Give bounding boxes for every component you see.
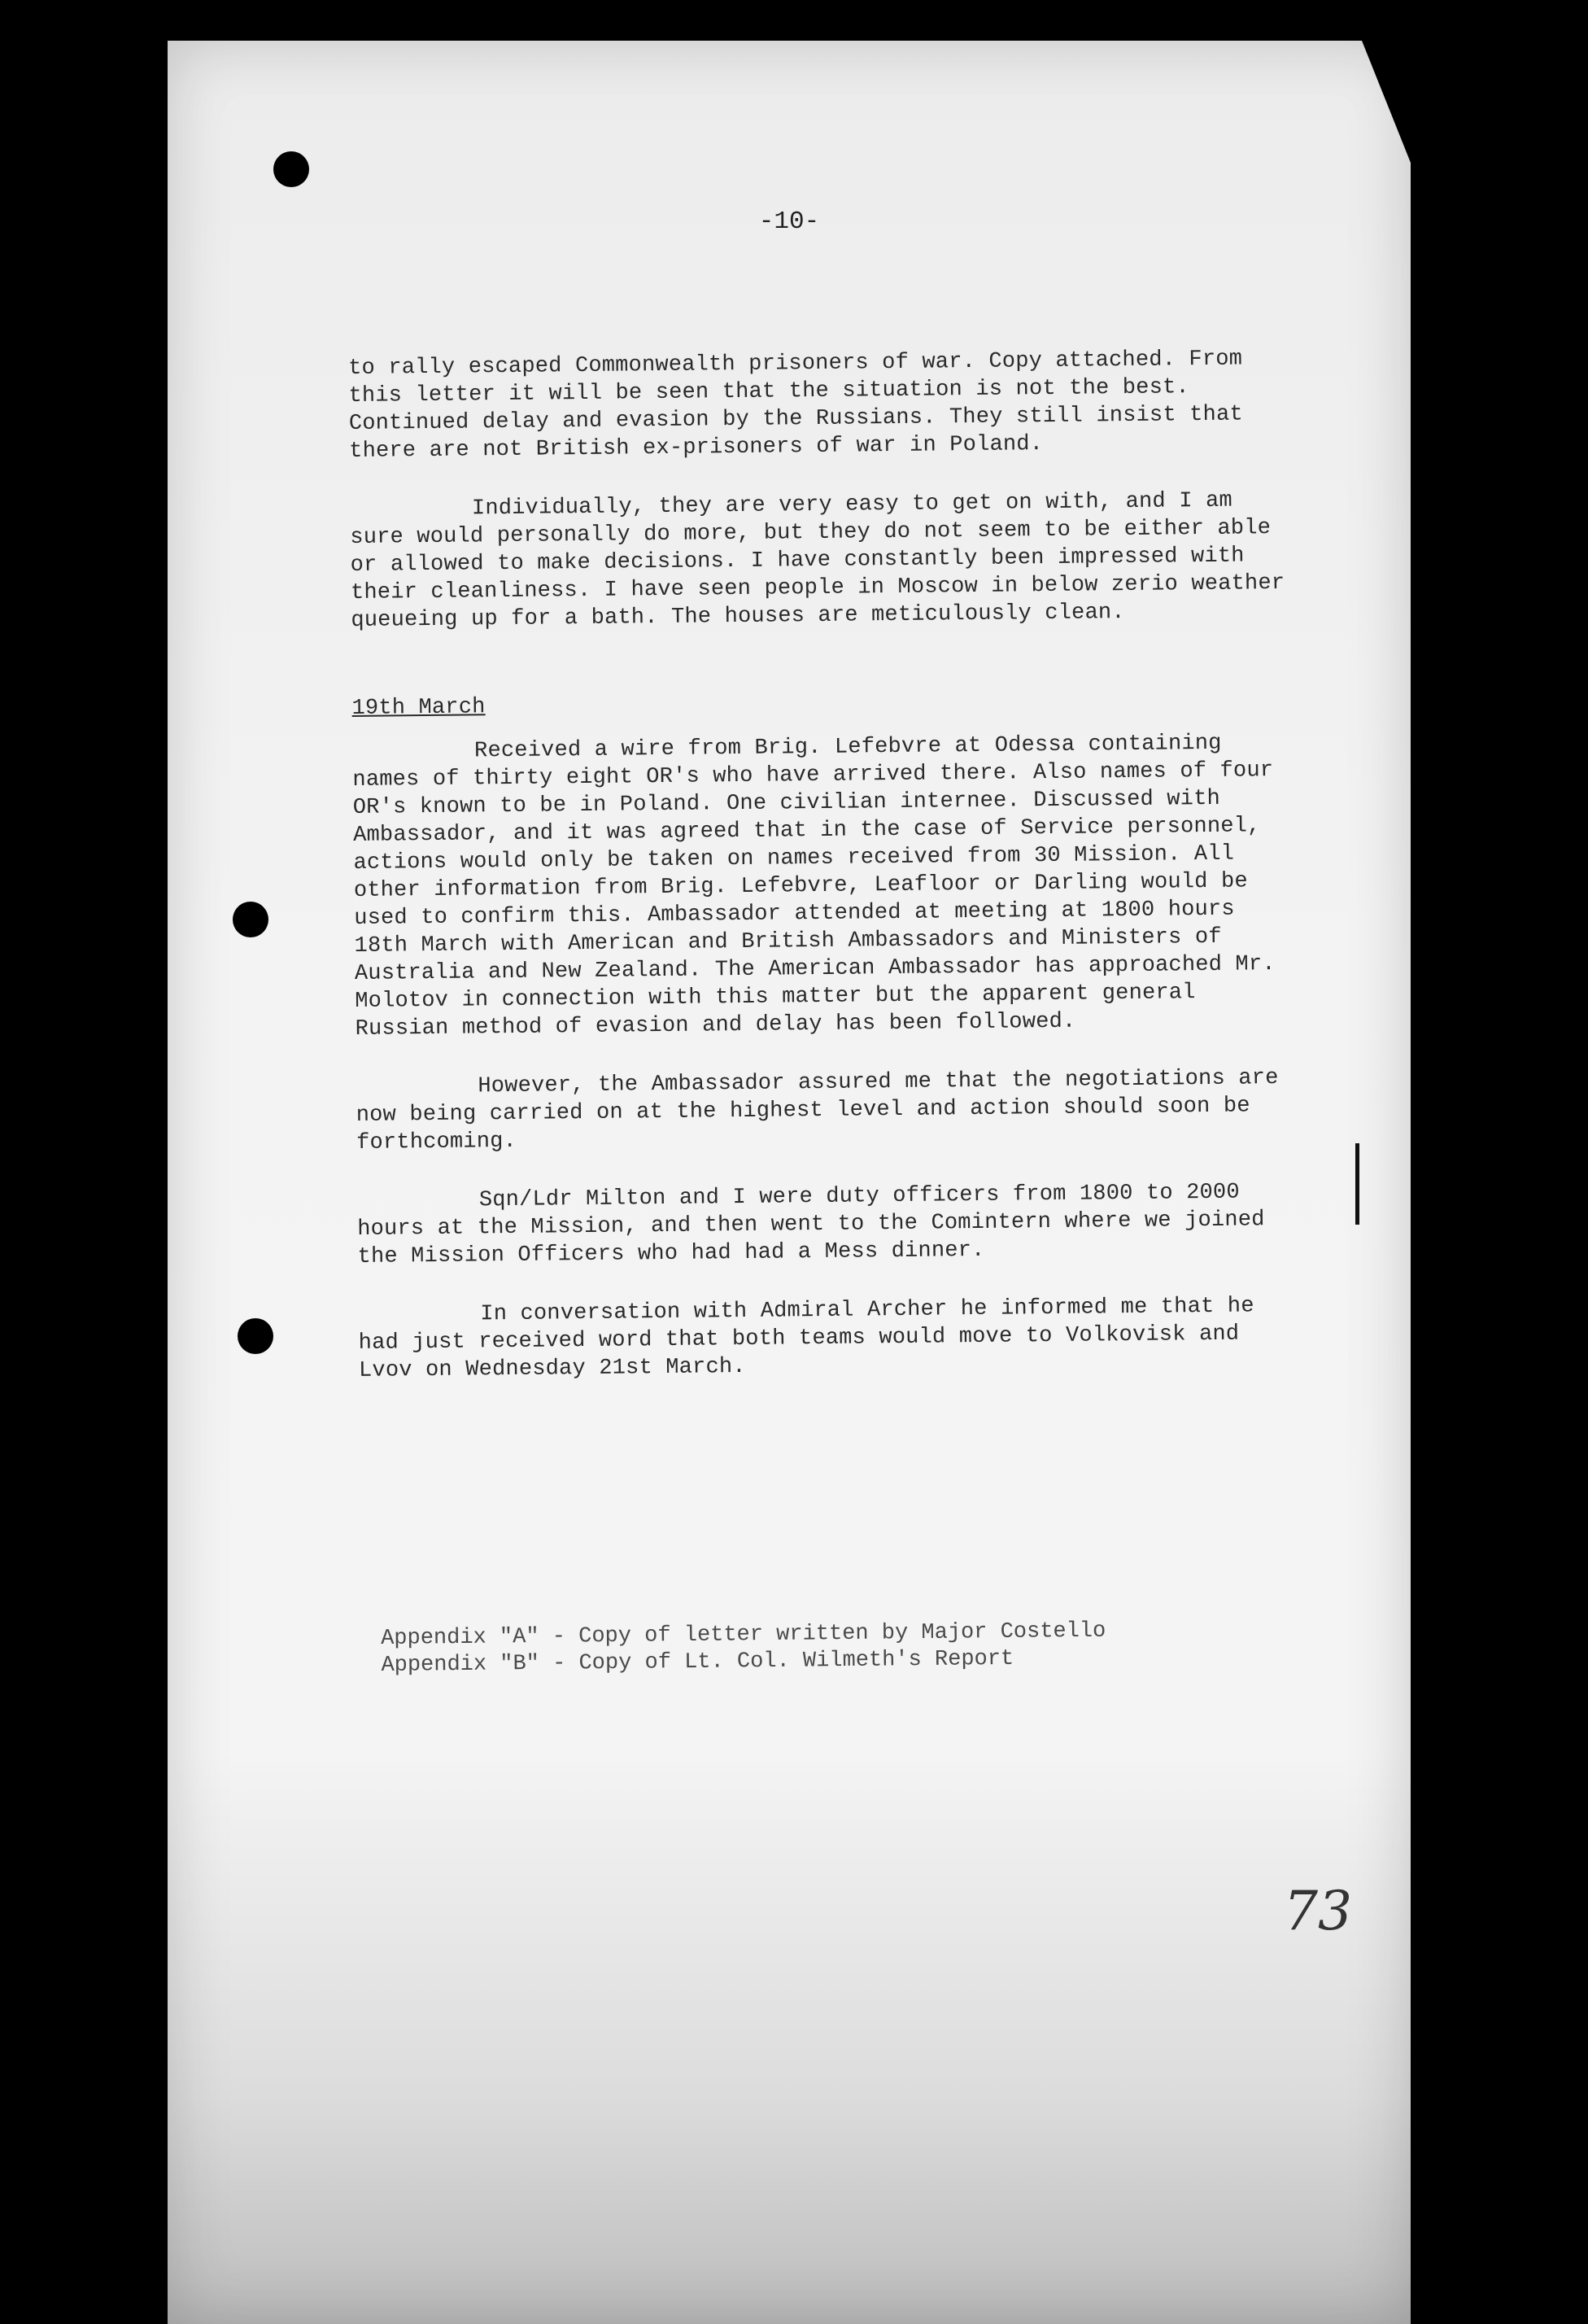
punch-hole-top — [273, 151, 309, 187]
folded-corner — [1362, 41, 1411, 163]
document-page — [168, 41, 1411, 2324]
paragraph-continuation: to rally escaped Commonwealth prisoners of war. Copy attached. From this letter it will be seen that the situation is not the best. Continued delay and evasion by the Russians. They still insist that there are not British ex-prisoners of war in Poland. — [348, 347, 1243, 464]
paragraph-admiral-archer-text: In conversation with Admiral Archer he informed me that he had just received word that both teams would move to Volkovisk and Lvov on Wednesday 21st March. — [358, 1294, 1254, 1383]
appendix-list — [381, 1618, 1106, 1680]
paragraph-received-wire — [352, 729, 1299, 1043]
paragraph-duty-officers-text: Sqn/Ldr Milton and I were duty officers from 1800 to 2000 hours at the Mission, and then went to the Comintern where we joined the Mission Officers who had had a Mess dinner. — [357, 1180, 1265, 1269]
handwritten-folio-number: 73 — [1284, 1880, 1352, 1942]
punch-hole-bottom — [238, 1318, 273, 1354]
paragraph-admiral-archer — [358, 1292, 1302, 1385]
punch-hole-middle — [233, 902, 268, 937]
paragraph-however — [356, 1064, 1300, 1157]
date-heading: 19th March — [351, 695, 486, 721]
paragraph-however-text: However, the Ambassador assured me that the negotiations are now being carried on at the highest level and action should soon be forthcoming. — [356, 1066, 1279, 1155]
document-body — [348, 345, 1303, 1416]
paragraph-received-wire-text: Received a wire from Brig. Lefebvre at Odessa containing names of thirty eight OR's who have arrived there. Also names of four OR's known to be in Poland. One civilian internee. Discussed with Ambassador, and it was agreed that in the case of Service personnel, actions would only be taken on names received from 30 Mission. All other information from Brig. Lefebvre, Leafloor or Darling would be used to confirm this. Ambassador attended at meeting at 1800 hours 18th March with American and British Ambassadors and Ministers of Australia and New Zealand. The American Ambassador has approached Mr. Molotov in connection with this matter but the apparent general Russian method of evasion and delay has been followed. — [352, 731, 1276, 1042]
appendix-b: Appendix "B" - Copy of Lt. Col. Wilmeth's Report — [381, 1646, 1014, 1678]
margin-marker-line — [1355, 1143, 1359, 1225]
paragraph-duty-officers — [357, 1178, 1302, 1271]
paragraph-individually-text: Individually, they are very easy to get on with, and I am sure would personally do more, but they do not seem to be either able or allowed to make decisions. I have constantly been impressed with their cleanliness. I have seen people in Moscow in below zerio weather queueing up for a bath. The houses are meticulously clean. — [350, 488, 1285, 633]
page-number: -10- — [758, 208, 820, 236]
appendix-a: Appendix "A" - Copy of letter written by Major Costello — [381, 1618, 1106, 1651]
paragraph-individually — [350, 487, 1295, 635]
